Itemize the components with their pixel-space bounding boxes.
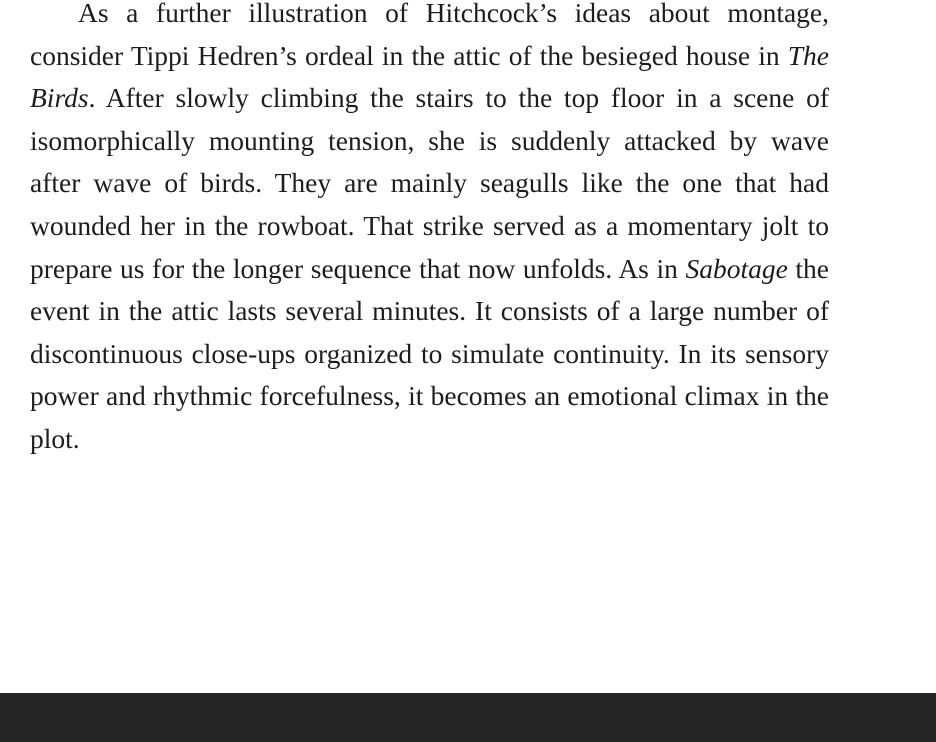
film-title-the-birds: The Birds [30, 39, 829, 114]
film-title-sabotage: Sabotage [685, 252, 788, 284]
bottom-toolbar [0, 693, 936, 742]
paragraph-text-2: . After slowly climbing the stairs to the top floor in a scene of isomorphically mounting tension, she is suddenly attacked by wave after wave of birds. They are mainly seagulls like the one that had wounded her in the rowboat. That strike served as a momentary jolt to prepare us for the longer sequence that now unfolds. As in [30, 82, 829, 284]
paragraph-text-1: As a further illustration of Hitchcock’s ideas about montage, consider Tippi Hedren’s ordeal in the attic of the besieged house in [30, 0, 829, 71]
paragraph-text-3: the event in the attic lasts several minutes. It consists of a large number of discontinuous close-ups organized to simulate continuity. In its sensory power and rhythmic forcefulness, it becomes an emotional climax in the plot. [30, 252, 829, 454]
body-paragraph [30, 0, 829, 461]
